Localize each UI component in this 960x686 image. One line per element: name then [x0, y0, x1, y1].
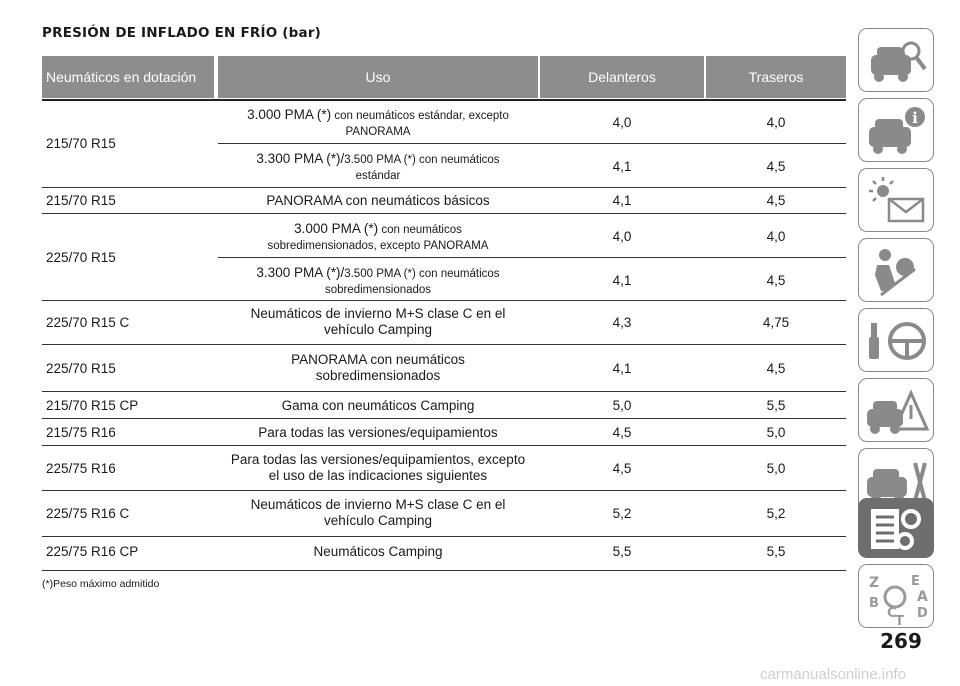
table-cell-tyre: 225/70 R15 C [46, 315, 130, 330]
table-cell-front: 4,0 [612, 115, 632, 130]
table-rule [42, 445, 846, 446]
table-cell-use [218, 265, 538, 298]
airbag-passenger-icon [859, 239, 935, 303]
table-cell-use [218, 221, 538, 254]
table-cell-tyre: 225/70 R15 [46, 361, 116, 376]
table-cell-rear: 4,5 [766, 159, 786, 174]
table-rule [42, 344, 846, 345]
table-cell-rear: 5,0 [766, 425, 786, 440]
use-text: 3.300 PMA (*)/ [256, 265, 345, 280]
table-cell-tyre: 215/75 R16 [46, 425, 116, 440]
use-text: sobredimensionados, excepto PANORAMA [267, 240, 489, 252]
table-cell-use [218, 151, 538, 184]
use-text: sobredimensionados [324, 284, 432, 296]
car-emergency-icon [859, 379, 935, 443]
table-cell-tyre: 215/70 R15 CP [46, 398, 139, 413]
use-text: Neumáticos de invierno M+S clase C en el [250, 306, 506, 321]
header-use: Uso [218, 56, 538, 98]
car-search-icon [859, 29, 935, 93]
use-text: 3.500 PMA (*) con neumáticos [344, 154, 500, 166]
header-front: Delanteros [540, 56, 704, 98]
svg-text:B: B [869, 596, 879, 611]
table-cell-use [218, 452, 538, 484]
table-cell-use [218, 107, 538, 140]
svg-text:Z: Z [869, 575, 880, 591]
table-cell-use: Neumáticos Camping [313, 544, 443, 559]
alphabetical-index-icon [859, 565, 935, 629]
header-tyres: Neumáticos en dotación [42, 56, 214, 98]
table-cell-tyre: 225/75 R16 C [46, 506, 130, 521]
watermark: carmanualsonline.info [760, 666, 906, 683]
use-text: con neumáticos estándar, excepto [331, 110, 509, 122]
use-text: 3.000 PMA (*) [247, 107, 332, 122]
table-cell-tyre: 225/75 R16 CP [46, 544, 139, 559]
table-rule [42, 570, 846, 571]
table-rule [42, 418, 846, 419]
use-text: estándar [355, 170, 401, 182]
page-title: PRESIÓN DE INFLADO EN FRÍO (bar) [42, 25, 322, 41]
use-text: PANORAMA [345, 126, 411, 138]
table-cell-rear: 4,5 [766, 273, 786, 288]
tab-index[interactable] [858, 564, 934, 628]
use-text: vehículo Camping [323, 322, 433, 337]
use-text: 3.000 PMA (*) [294, 221, 379, 236]
use-text: Neumáticos de invierno M+S clase C en el [250, 497, 506, 512]
tab-steering[interactable] [858, 308, 934, 372]
table-cell-rear: 5,2 [766, 506, 786, 521]
svg-text:D: D [917, 606, 928, 621]
table-cell-rear: 5,0 [766, 461, 786, 476]
warning-lights-icon [859, 169, 935, 233]
table-rule [42, 99, 846, 101]
tab-car-search[interactable] [858, 28, 934, 92]
use-text: vehículo Camping [323, 513, 433, 528]
page-number: 269 [880, 629, 922, 653]
header-rear: Traseros [706, 56, 846, 98]
table-cell-tyre: 215/70 R15 [46, 136, 116, 151]
tab-emergency[interactable] [858, 378, 934, 442]
table-cell-use [218, 352, 538, 384]
svg-text:A: A [917, 589, 928, 605]
car-info-icon [859, 99, 935, 163]
table-cell-front: 4,5 [612, 425, 632, 440]
table-cell-front: 4,0 [612, 229, 632, 244]
table-rule [218, 257, 846, 258]
table-cell-front: 4,5 [612, 461, 632, 476]
table-cell-rear: 4,5 [766, 361, 786, 376]
table-header [42, 56, 846, 98]
tab-warning-lights[interactable] [858, 168, 934, 232]
table-cell-use: PANORAMA con neumáticos básicos [266, 193, 490, 208]
tab-car-info[interactable] [858, 98, 934, 162]
steering-wheel-icon [859, 309, 935, 373]
table-rule [42, 490, 846, 491]
table-cell-use: Gama con neumáticos Camping [281, 398, 475, 413]
table-cell-front: 4,3 [612, 315, 632, 330]
svg-text:E: E [911, 574, 920, 589]
table-cell-tyre: 225/75 R16 [46, 461, 116, 476]
table-cell-front: 4,1 [612, 193, 632, 208]
table-rule [218, 143, 846, 144]
technical-data-icon [859, 499, 935, 559]
use-text: 3.500 PMA (*) con neumáticos [344, 268, 500, 280]
footnote: (*)Peso máximo admitido [42, 578, 160, 590]
table-rule [42, 536, 846, 537]
table-cell-use [218, 306, 538, 338]
tab-airbag[interactable] [858, 238, 934, 302]
table-cell-front: 5,5 [612, 544, 632, 559]
use-text: Para todas las versiones/equipamientos, excepto [230, 452, 526, 467]
use-text: el uso de las indicaciones siguientes [268, 468, 488, 483]
table-cell-rear: 4,0 [766, 115, 786, 130]
use-text: PANORAMA con neumáticos [291, 352, 465, 367]
table-cell-rear: 5,5 [766, 544, 786, 559]
table-cell-front: 5,2 [612, 506, 632, 521]
table-rule [42, 213, 846, 214]
svg-text:i: i [912, 109, 918, 127]
table-cell-front: 4,1 [612, 361, 632, 376]
table-cell-use [218, 497, 538, 529]
use-text: sobredimensionados [315, 368, 441, 383]
table-rule [42, 187, 846, 188]
table-cell-front: 4,1 [612, 273, 632, 288]
table-cell-front: 4,1 [612, 159, 632, 174]
table-cell-rear: 4,5 [766, 193, 786, 208]
table-cell-rear: 4,0 [766, 229, 786, 244]
use-text: con neumáticos [378, 224, 462, 236]
table-rule [42, 300, 846, 301]
table-cell-tyre: 215/70 R15 [46, 193, 116, 208]
svg-text:T: T [895, 614, 904, 629]
table-rule [42, 391, 846, 392]
table-cell-tyre: 225/70 R15 [46, 250, 116, 265]
tab-technical-data[interactable] [858, 498, 934, 558]
table-cell-use: Para todas las versiones/equipamientos [258, 425, 498, 440]
use-text: 3.300 PMA (*)/ [256, 151, 345, 166]
table-cell-rear: 5,5 [766, 398, 786, 413]
table-cell-rear: 4,75 [762, 315, 790, 330]
svg-text:C: C [887, 606, 897, 621]
table-cell-front: 5,0 [612, 398, 632, 413]
